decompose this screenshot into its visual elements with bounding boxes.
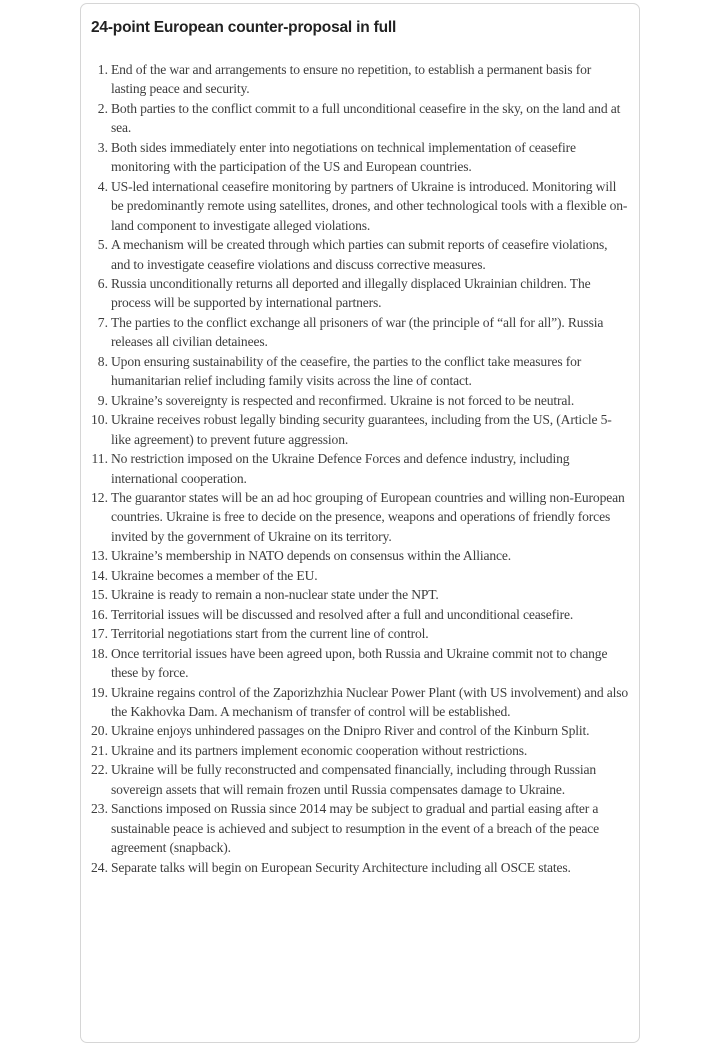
item-text: Both parties to the conflict commit to a full unconditional ceasefire in the sky, on the land and at sea.	[111, 100, 621, 136]
item-text: No restriction imposed on the Ukraine Defence Forces and defence industry, including international cooperation.	[111, 451, 570, 486]
item-text: Russia unconditionally returns all deported and illegally displaced Ukrainian children. The process will be supported by international partners.	[111, 275, 591, 311]
item-text: The guarantor states will be an ad hoc grouping of European countries and willing non-European countries. Ukraine is free to decide on the presence, weapons and operations of friendly forces invited by the government of Ukraine on its territory.	[111, 489, 625, 544]
item-number: 6.	[97, 275, 108, 291]
item-number: 18.	[91, 645, 108, 661]
item-text: A mechanism will be created through which parties can submit reports of ceasefire violations, and to investigate ceasefire violations and discuss corrective measures.	[111, 237, 608, 272]
item-text: Ukraine receives robust legally binding security guarantees, including from the US, (Article 5-like agreement) to prevent future aggression.	[111, 412, 612, 447]
list-item	[81, 721, 633, 740]
list-item	[81, 760, 633, 799]
list-item	[81, 683, 633, 722]
item-number: 15.	[91, 587, 108, 603]
proposal-card	[80, 3, 640, 1043]
item-text: Ukraine’s sovereignty is respected and reconfirmed. Ukraine is not forced to be neutral.	[111, 392, 575, 408]
item-number: 13.	[91, 548, 108, 564]
item-number: 3.	[97, 139, 108, 155]
item-number: 2.	[97, 100, 108, 116]
item-text: Ukraine regains control of the Zaporizhzhia Nuclear Power Plant (with US involvement) and also the Kakhovka Dam. A mechanism of transfer of control will be established.	[111, 684, 629, 719]
list-item	[81, 858, 633, 877]
item-number: 23.	[91, 801, 108, 817]
item-text: Ukraine enjoys unhindered passages on the Dnipro River and control of the Kinburn Split.	[111, 723, 590, 739]
item-number: 14.	[91, 567, 108, 583]
item-number: 8.	[97, 353, 108, 369]
item-number: 7.	[97, 314, 108, 330]
item-number: 21.	[91, 742, 108, 758]
list-item	[81, 391, 633, 410]
item-text: Ukraine and its partners implement economic cooperation without restrictions.	[111, 742, 528, 758]
list-item	[81, 605, 633, 624]
item-number: 22.	[91, 762, 108, 778]
item-text: Territorial issues will be discussed and resolved after a full and unconditional ceasefire.	[111, 606, 574, 622]
item-text: End of the war and arrangements to ensure no repetition, to establish a permanent basis for lasting peace and security.	[111, 62, 592, 97]
item-number: 16.	[91, 606, 108, 622]
list-item	[81, 60, 633, 99]
list-item	[81, 352, 633, 391]
item-text: Territorial negotiations start from the current line of control.	[111, 626, 429, 642]
item-text: US-led international ceasefire monitoring by partners of Ukraine is introduced. Monitoring will be predominantly remote using satellites, drones, and other technological tools with a flexible on-land component to investigate alleged violations.	[111, 178, 628, 233]
list-item	[81, 585, 633, 604]
list-item	[81, 799, 633, 857]
item-number: 12.	[91, 489, 108, 505]
item-number: 24.	[91, 859, 108, 875]
list-item	[81, 138, 633, 177]
item-number: 1.	[97, 62, 108, 77]
item-text: Ukraine is ready to remain a non-nuclear state under the NPT.	[111, 587, 439, 603]
item-text: Ukraine becomes a member of the EU.	[111, 567, 318, 583]
item-number: 17.	[91, 626, 108, 642]
list-item	[81, 449, 633, 488]
item-text: Ukraine’s membership in NATO depends on consensus within the Alliance.	[111, 548, 512, 564]
card-title: 24-point European counter-proposal in full	[91, 19, 397, 36]
list-item	[81, 99, 633, 138]
list-item	[81, 313, 633, 352]
item-text: Both sides immediately enter into negotiations on technical implementation of ceasefire monitoring with the participation of the US and European countries.	[111, 139, 576, 175]
list-item	[81, 488, 633, 546]
item-text: Ukraine will be fully reconstructed and compensated financially, including through Russian sovereign assets that will remain frozen until Russia compensates damage to Ukraine.	[111, 762, 597, 797]
item-number: 19.	[91, 684, 108, 700]
points-list	[81, 60, 633, 877]
item-number: 10.	[91, 412, 108, 428]
list-item	[81, 274, 633, 313]
item-number: 11.	[91, 451, 108, 467]
list-item	[81, 410, 633, 449]
item-text: Separate talks will begin on European Security Architecture including all OSCE states.	[111, 859, 571, 875]
item-text: Sanctions imposed on Russia since 2014 may be subject to gradual and partial easing after a sustainable peace is achieved and subject to resumption in the event of a breach of the peace agreement (snapback).	[111, 801, 600, 856]
list-item	[81, 644, 633, 683]
list-item	[81, 235, 633, 274]
item-text: The parties to the conflict exchange all prisoners of war (the principle of “all for all”). Russia releases all civilian detainees.	[111, 314, 604, 350]
list-item	[81, 624, 633, 643]
item-number: 9.	[97, 392, 108, 408]
list-item	[81, 566, 633, 585]
item-text: Upon ensuring sustainability of the ceasefire, the parties to the conflict take measures for humanitarian relief including family visits across the line of contact.	[111, 353, 582, 389]
item-text: Once territorial issues have been agreed upon, both Russia and Ukraine commit not to change these by force.	[111, 645, 608, 681]
list-item	[81, 741, 633, 760]
list-item	[81, 546, 633, 565]
list-item	[81, 177, 633, 235]
item-number: 5.	[97, 237, 108, 253]
item-number: 20.	[91, 723, 108, 739]
item-number: 4.	[97, 178, 108, 194]
